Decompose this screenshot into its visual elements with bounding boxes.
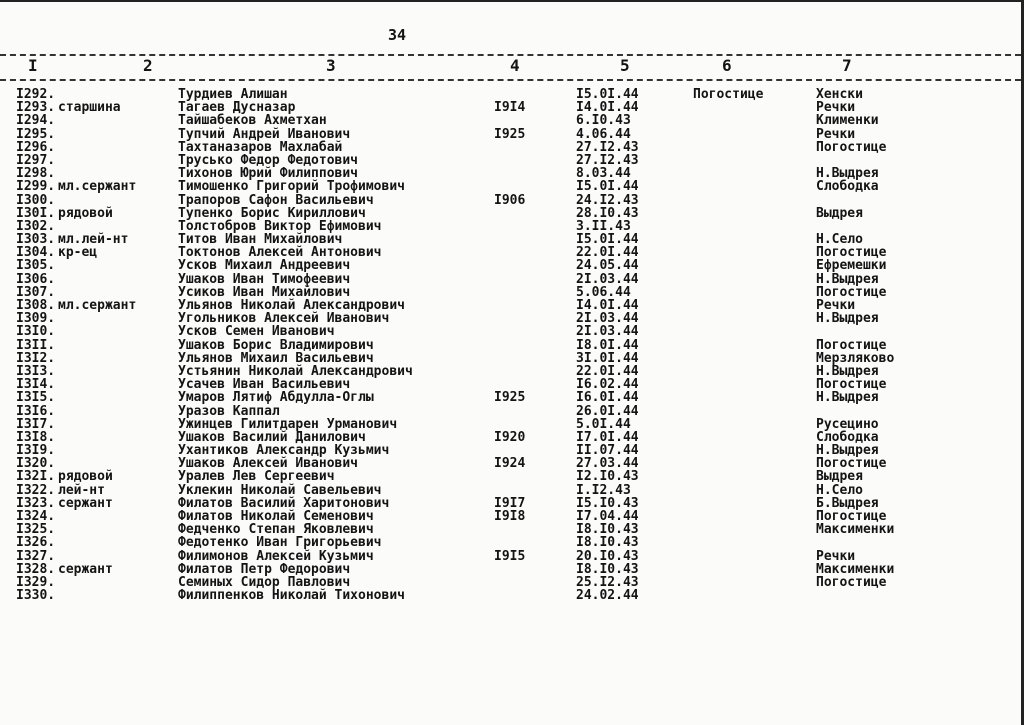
cell-year: I9I8 xyxy=(494,509,526,524)
cell-date: I8.I0.43 xyxy=(576,561,639,577)
column-header-3: 3 xyxy=(326,56,336,75)
cell-date: 24.02.44 xyxy=(576,588,639,604)
cell-year: I9I7 xyxy=(494,495,526,511)
cell-year: I9I4 xyxy=(494,100,526,116)
cell-date: 22.0I.44 xyxy=(576,245,639,261)
cell-date: 4.06.44 xyxy=(576,126,631,142)
cell-date: I8.I0.43 xyxy=(576,522,639,538)
cell-place: Выдрея xyxy=(816,205,863,221)
table-row xyxy=(0,484,1021,497)
cell-num: I3I4. xyxy=(16,377,56,393)
cell-num: I329. xyxy=(16,574,56,590)
cell-name: Титов Иван Михайлович xyxy=(178,232,343,248)
column-header-2: 2 xyxy=(143,56,153,75)
cell-num: I292. xyxy=(16,87,56,102)
cell-date: 25.I2.43 xyxy=(576,574,639,590)
cell-num: I304. xyxy=(16,245,56,261)
cell-date: I8.I0.43 xyxy=(576,535,639,551)
table-row xyxy=(0,325,1021,338)
cell-num: I3I3. xyxy=(16,363,56,379)
cell-place: Русецино xyxy=(816,416,879,432)
cell-rank: мл.лей-нт xyxy=(58,232,129,248)
cell-date: 27.03.44 xyxy=(576,456,639,472)
cell-place: Речки xyxy=(816,126,856,142)
table-row xyxy=(0,312,1021,325)
cell-name: Федотенко Иван Григорьевич xyxy=(178,535,382,551)
table-row xyxy=(0,470,1021,483)
cell-place: Ефремешки xyxy=(816,258,887,274)
cell-num: I327. xyxy=(16,548,56,564)
cell-place: Погостице xyxy=(816,245,887,261)
table-row xyxy=(0,563,1021,576)
cell-name: Ушаков Борис Владимирович xyxy=(178,337,374,353)
cell-num: I307. xyxy=(16,284,56,300)
cell-place: Погостице xyxy=(816,377,887,393)
page-number: 34 xyxy=(388,26,407,44)
cell-place: Слободка xyxy=(816,429,879,445)
cell-name: Уклекин Николай Савельевич xyxy=(178,482,382,498)
cell-num: I323. xyxy=(16,495,56,511)
cell-place: Погостице xyxy=(816,456,887,472)
cell-date: 22.0I.44 xyxy=(576,363,639,379)
cell-rank: лей-нт xyxy=(58,482,105,498)
cell-rank: рядовой xyxy=(58,469,113,485)
cell-name: Филатов Николай Семенович xyxy=(178,509,374,524)
cell-rank: сержант xyxy=(58,495,113,511)
cell-date: I7.04.44 xyxy=(576,509,639,524)
cell-date: 24.05.44 xyxy=(576,258,639,274)
cell-year: I9I5 xyxy=(494,548,526,564)
cell-year: I924 xyxy=(494,456,526,472)
cell-name: Умаров Лятиф Абдулла-Оглы xyxy=(178,390,374,406)
cell-place: Н.Выдрея xyxy=(816,390,879,406)
cell-rank: мл.сержант xyxy=(58,179,137,195)
cell-num: I3I0. xyxy=(16,324,56,340)
cell-name: Усков Михаил Андреевич xyxy=(178,258,351,274)
cell-place: Б.Выдрея xyxy=(816,495,879,511)
cell-year: I920 xyxy=(494,429,526,445)
cell-place: Клименки xyxy=(816,113,879,129)
cell-num: I3I5. xyxy=(16,390,56,406)
cell-place: Погостице xyxy=(816,284,887,300)
cell-name: Тупчий Андрей Иванович xyxy=(178,126,351,142)
table-row xyxy=(0,141,1021,154)
cell-date: I4.0I.44 xyxy=(576,100,639,116)
cell-place: Максименки xyxy=(816,522,895,538)
cell-num: I298. xyxy=(16,166,56,182)
cell-rank: рядовой xyxy=(58,205,113,221)
cell-place: Максименки xyxy=(816,561,895,577)
cell-num: I3I8. xyxy=(16,429,56,445)
cell-name: Уралев Лев Сергеевич xyxy=(178,469,335,485)
cell-name: Филимонов Алексей Кузьмич xyxy=(178,548,374,564)
cell-col6: Погостице xyxy=(693,87,764,102)
table-row xyxy=(0,405,1021,418)
cell-name: Устьянин Николай Александрович xyxy=(178,363,413,379)
column-header-6: 6 xyxy=(722,56,732,75)
cell-place: Погостице xyxy=(816,509,887,524)
cell-date: 2I.03.44 xyxy=(576,324,639,340)
cell-place: Н.Выдрея xyxy=(816,363,879,379)
cell-place: Речки xyxy=(816,100,856,116)
cell-num: I306. xyxy=(16,271,56,287)
cell-date: 3.II.43 xyxy=(576,218,631,234)
cell-name: Семиных Сидор Павлович xyxy=(178,574,351,590)
cell-place: Хенски xyxy=(816,87,863,102)
cell-date: II.07.44 xyxy=(576,443,639,459)
cell-num: I308. xyxy=(16,298,56,313)
column-header-4: 4 xyxy=(510,56,520,75)
column-header-5: 5 xyxy=(620,56,630,75)
table-row xyxy=(0,207,1021,220)
cell-date: I5.I0.43 xyxy=(576,495,639,511)
cell-name: Тупенко Борис Кириллович xyxy=(178,205,366,221)
cell-num: I309. xyxy=(16,311,56,327)
cell-num: I3I6. xyxy=(16,403,56,419)
table-row xyxy=(0,589,1021,602)
cell-rank: сержант xyxy=(58,561,113,577)
cell-name: Ушаков Алексей Иванович xyxy=(178,456,359,472)
cell-name: Усков Семен Иванович xyxy=(178,324,335,340)
cell-name: Ушаков Василий Данилович xyxy=(178,429,366,445)
cell-name: Ухантиков Александр Кузьмич xyxy=(178,443,390,459)
cell-num: I303. xyxy=(16,232,56,248)
cell-date: 26.0I.44 xyxy=(576,403,639,419)
cell-place: Мерзляково xyxy=(816,350,895,366)
table-row xyxy=(0,418,1021,431)
cell-name: Тихонов Юрий Филиппович xyxy=(178,166,359,182)
cell-date: 5.06.44 xyxy=(576,284,631,300)
cell-name: Ульянов Николай Александрович xyxy=(178,298,405,313)
cell-num: I330. xyxy=(16,588,56,604)
table-row xyxy=(0,457,1021,470)
cell-date: I7.0I.44 xyxy=(576,429,639,445)
table-row xyxy=(0,220,1021,233)
table-row xyxy=(0,194,1021,207)
cell-date: I5.0I.44 xyxy=(576,232,639,248)
cell-place: Погостице xyxy=(816,139,887,155)
cell-name: Толстобров Виктор Ефимович xyxy=(178,218,382,234)
cell-date: 6.I0.43 xyxy=(576,113,631,129)
cell-name: Филиппенков Николай Тихонович xyxy=(178,588,405,604)
cell-place: Н.Выдрея xyxy=(816,443,879,459)
cell-num: I295. xyxy=(16,126,56,142)
cell-place: Н.Выдрея xyxy=(816,166,879,182)
cell-date: I5.0I.44 xyxy=(576,87,639,102)
cell-place: Н.Выдрея xyxy=(816,311,879,327)
cell-name: Тайшабеков Ахметхан xyxy=(178,113,327,129)
cell-num: I30I. xyxy=(16,205,56,221)
record-list xyxy=(0,88,1021,602)
table-row xyxy=(0,286,1021,299)
cell-name: Тимошенко Григорий Трофимович xyxy=(178,179,405,195)
cell-num: I322. xyxy=(16,482,56,498)
cell-date: I8.0I.44 xyxy=(576,337,639,353)
cell-place: Н.Село xyxy=(816,232,863,248)
table-row xyxy=(0,259,1021,272)
table-row xyxy=(0,391,1021,404)
cell-date: 28.I0.43 xyxy=(576,205,639,221)
cell-name: Федченко Степан Яковлевич xyxy=(178,522,374,538)
cell-num: I294. xyxy=(16,113,56,129)
cell-place: Погостице xyxy=(816,337,887,353)
cell-date: 27.I2.43 xyxy=(576,152,639,168)
cell-place: Речки xyxy=(816,298,856,313)
table-row xyxy=(0,114,1021,127)
cell-rank: старшина xyxy=(58,100,121,116)
cell-year: I906 xyxy=(494,192,526,208)
table-row xyxy=(0,273,1021,286)
cell-name: Ужинцев Гилитдарен Урманович xyxy=(178,416,398,432)
cell-date: 27.I2.43 xyxy=(576,139,639,155)
cell-date: I6.0I.44 xyxy=(576,390,639,406)
cell-date: I5.0I.44 xyxy=(576,179,639,195)
cell-num: I324. xyxy=(16,509,56,524)
cell-date: 2I.03.44 xyxy=(576,311,639,327)
table-row xyxy=(0,536,1021,549)
cell-name: Тагаев Дусназар xyxy=(178,100,296,116)
cell-date: 3I.0I.44 xyxy=(576,350,639,366)
cell-num: I3II. xyxy=(16,337,56,353)
cell-place: Н.Выдрея xyxy=(816,271,879,287)
cell-date: 5.0I.44 xyxy=(576,416,631,432)
cell-date: 20.I0.43 xyxy=(576,548,639,564)
cell-place: Речки xyxy=(816,548,856,564)
cell-rank: кр-ец xyxy=(58,245,98,261)
cell-date: I6.02.44 xyxy=(576,377,639,393)
cell-name: Филатов Петр Федорович xyxy=(178,561,351,577)
cell-date: 24.I2.43 xyxy=(576,192,639,208)
cell-rank: мл.сержант xyxy=(58,298,137,313)
cell-num: I320. xyxy=(16,456,56,472)
header-bottom-rule xyxy=(0,79,1021,81)
cell-name: Ушаков Иван Тимофеевич xyxy=(178,271,351,287)
cell-name: Филатов Василий Харитонович xyxy=(178,495,390,511)
table-row xyxy=(0,352,1021,365)
cell-place: Выдрея xyxy=(816,469,863,485)
cell-year: I925 xyxy=(494,126,526,142)
cell-num: I32I. xyxy=(16,469,56,485)
cell-name: Труськo Федор Федотович xyxy=(178,152,359,168)
cell-num: I326. xyxy=(16,535,56,551)
table-row xyxy=(0,180,1021,193)
table-row xyxy=(0,576,1021,589)
cell-date: I.I2.43 xyxy=(576,482,631,498)
cell-date: 8.03.44 xyxy=(576,166,631,182)
cell-name: Ульянов Михаил Васильевич xyxy=(178,350,374,366)
cell-name: Трапоров Сафон Васильевич xyxy=(178,192,374,208)
cell-num: I328. xyxy=(16,561,56,577)
cell-date: I4.0I.44 xyxy=(576,298,639,313)
cell-name: Усачев Иван Васильевич xyxy=(178,377,351,393)
cell-name: Токтонов Алексей Антонович xyxy=(178,245,382,261)
cell-name: Усиков Иван Михайлович xyxy=(178,284,351,300)
cell-name: Турдиев Алишан xyxy=(178,87,288,102)
cell-name: Тахтаназаров Махлабай xyxy=(178,139,343,155)
cell-date: I2.I0.43 xyxy=(576,469,639,485)
cell-num: I3I2. xyxy=(16,350,56,366)
cell-num: I302. xyxy=(16,218,56,234)
cell-num: I305. xyxy=(16,258,56,274)
cell-num: I299. xyxy=(16,179,56,195)
cell-num: I297. xyxy=(16,152,56,168)
table-row xyxy=(0,339,1021,352)
cell-num: I293. xyxy=(16,100,56,116)
column-header-7: 7 xyxy=(842,56,852,75)
cell-num: I325. xyxy=(16,522,56,538)
table-row xyxy=(0,523,1021,536)
cell-place: Н.Село xyxy=(816,482,863,498)
cell-num: I296. xyxy=(16,139,56,155)
table-row xyxy=(0,550,1021,563)
cell-num: I3I7. xyxy=(16,416,56,432)
cell-date: 2I.03.44 xyxy=(576,271,639,287)
cell-place: Слободка xyxy=(816,179,879,195)
column-header-1: I xyxy=(28,56,38,75)
cell-num: I3I9. xyxy=(16,443,56,459)
cell-name: Угольников Алексей Иванович xyxy=(178,311,390,327)
cell-name: Уразов Каппал xyxy=(178,403,280,419)
cell-place: Погостице xyxy=(816,574,887,590)
cell-num: I300. xyxy=(16,192,56,208)
cell-year: I925 xyxy=(494,390,526,406)
table-row xyxy=(0,128,1021,141)
